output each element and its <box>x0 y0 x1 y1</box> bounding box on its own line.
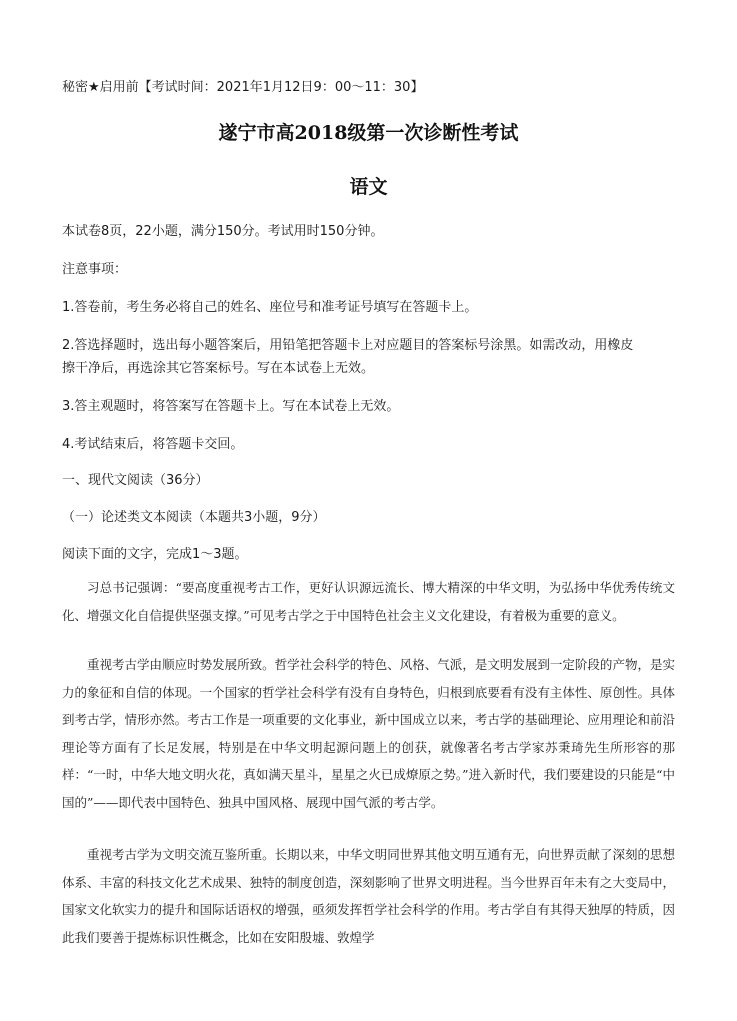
notice-item: 4.考试结束后，将答题卡交回。 <box>62 437 244 452</box>
notice-item: 1.答卷前，考生务必将自己的姓名、座位号和准考证号填写在答题卡上。 <box>62 300 478 315</box>
main-title: 遂宁市高2018级第一次诊断性考试 <box>218 122 519 144</box>
exam-info: 本试卷8页，22小题，满分150分。考试用时150分钟。 <box>62 224 384 239</box>
notice-item: 2.答选择题时，选出每小题答案后，用铅笔把答题卡上对应题目的答案标号涂黑。如需改动，用橡皮 <box>62 338 634 353</box>
passage-paragraph: 习总书记强调：“要高度重视考古工作，更好认识源远流长、博大精深的中华文明，为弘扬中华优秀传统文化、增强文化自信提供坚强支撑。”可见考古学之于中国特色社会主义文化建设，有着极为重要的意义。 <box>62 580 675 623</box>
passage-paragraph: 重视考古学由顺应时势发展所致。哲学社会科学的特色、风格、气派，是文明发展到一定阶段的产物，是实力的象征和自信的体现。一个国家的哲学社会科学有没有自身特色，归根到底要看有没有主体性、原创性。具体到考古学，情形亦然。考古工作是一项重要的文化事业，新中国成立以来，考古学的基础理论、应用理论和前沿理论等方面有了长足发展，特别是在中华文明起源问题上的创获，就像著名考古学家苏秉琦先生所形容的那样：“一时，中华大地文明火花，真如满天星斗，星星之火已成燎原之势。”进入新时代，我们要建设的只能是“中国的”——即代表中国特色、独具中国风格、展现中国气派的考古学。 <box>62 657 675 810</box>
notice-item-continued: 擦干净后，再选涂其它答案标号。写在本试卷上无效。 <box>62 361 375 376</box>
section-heading: 一、现代文阅读（36分） <box>62 473 209 488</box>
passage-paragraph: 重视考古学为文明交流互鉴所重。长期以来，中华文明同世界其他文明互通有无，向世界贡献了深刻的思想体系、丰富的科技文化艺术成果、独特的制度创造，深刻影响了世界文明进程。当今世界百年未有之大变局中，国家文化软实力的提升和国际话语权的增强，亟须发挥哲学社会科学的作用。考古学自有其得天独厚的特质，因此我们要善于提炼标识性概念，比如在安阳殷墟、敦煌学 <box>62 847 675 945</box>
notice-heading: 注意事项： <box>62 262 128 277</box>
subsection-heading: （一）论述类文本阅读（本题共3小题，9分） <box>62 510 326 525</box>
subject-title: 语文 <box>349 176 388 198</box>
reading-instruction: 阅读下面的文字，完成1～3题。 <box>62 547 248 562</box>
header-note: 秘密★启用前【考试时间：2021年1月12日9：00～11：30】 <box>62 80 424 95</box>
notice-item: 3.答主观题时，将答案写在答题卡上。写在本试卷上无效。 <box>62 399 400 414</box>
